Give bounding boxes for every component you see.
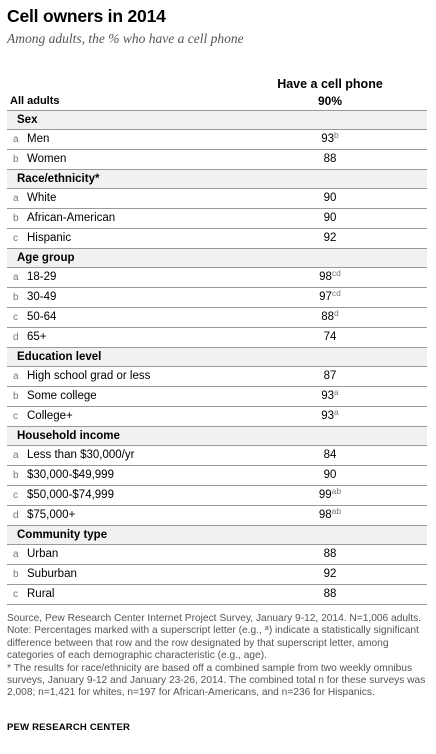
org-name: PEW RESEARCH CENTER [7, 722, 131, 733]
source-note: Source, Pew Research Center Internet Project Survey, January 9-12, 2014. N=1,006 adults. [7, 613, 422, 624]
row-value [265, 130, 395, 145]
row-value [265, 288, 395, 303]
section-title: Sex [17, 114, 38, 126]
row-letter: c [13, 589, 18, 600]
table-row [7, 287, 427, 307]
row-value-superscript: d [334, 308, 339, 318]
row-value-number: 98 [319, 271, 332, 283]
row-letter: b [13, 213, 19, 224]
section-title: Race/ethnicity* [17, 173, 100, 185]
row-value-number: 93 [321, 133, 335, 145]
row-letter: d [13, 510, 19, 521]
table-bottom-rule [7, 604, 427, 605]
row-value-superscript: a [334, 387, 339, 397]
significance-note [7, 625, 431, 662]
asterisk-note: * The results for race/ethnicity are based off a combined sample from two weekly omnibus surveys, January 9-12 and January 23-26, 2014. The combined total n for these surveys was 2,008; n=1,421 for whites, n=197 for African-Americans, and n=236 for Hispanics. [7, 662, 426, 699]
row-label: 18-29 [27, 271, 57, 283]
row-value [265, 486, 395, 501]
all-adults-value: 90% [317, 94, 343, 108]
row-value-number: 84 [323, 449, 337, 461]
row-value-number: 93 [321, 390, 335, 402]
row-value [265, 212, 395, 224]
section-header [7, 426, 427, 445]
row-value-number: 90 [323, 192, 337, 204]
page-subtitle: Among adults, the % who have a cell phone [7, 31, 244, 46]
section-title: Community type [17, 529, 108, 541]
row-value-superscript: b [334, 130, 339, 140]
row-value-superscript: cd [331, 268, 341, 278]
row-value [265, 548, 395, 560]
row-label: $75,000+ [27, 509, 76, 521]
column-header: Have a cell phone [277, 77, 383, 91]
row-value [265, 308, 395, 323]
row-letter: b [13, 391, 19, 402]
row-value [265, 232, 395, 244]
row-value [265, 387, 395, 402]
row-value [265, 192, 395, 204]
row-value-number: 90 [323, 469, 337, 481]
section-header [7, 347, 427, 366]
row-label: High school grad or less [27, 370, 151, 382]
row-label: Rural [27, 588, 55, 600]
row-letter: a [13, 134, 19, 145]
row-value-number: 88 [323, 153, 337, 165]
row-value [265, 588, 395, 600]
all-adults-label: All adults [10, 95, 60, 107]
row-value-number: 87 [323, 370, 337, 382]
row-letter: a [13, 371, 19, 382]
row-value-number: 88 [321, 311, 335, 323]
table-row [7, 129, 427, 149]
row-value-number: 92 [323, 232, 337, 244]
row-value-number: 97 [319, 291, 332, 303]
table-row [7, 267, 427, 287]
row-label: Some college [27, 390, 97, 402]
row-value-number: 93 [321, 410, 335, 422]
row-value-superscript: cd [331, 288, 341, 298]
row-value-number: 90 [323, 212, 337, 224]
row-letter: a [13, 193, 19, 204]
row-value [265, 568, 395, 580]
row-label: 30-49 [27, 291, 57, 303]
row-value-number: 92 [323, 568, 337, 580]
row-letter: c [13, 233, 18, 244]
row-letter: c [13, 490, 18, 501]
row-value [265, 506, 395, 521]
section-header [7, 248, 427, 267]
table-row [7, 445, 427, 465]
table-row [7, 564, 427, 584]
table-row [7, 366, 427, 386]
row-letter: a [13, 549, 19, 560]
table-row [7, 584, 427, 604]
row-label: 65+ [27, 331, 47, 343]
row-letter: a [13, 450, 19, 461]
section-title: Education level [17, 351, 102, 363]
row-value [265, 268, 395, 283]
row-value [265, 449, 395, 461]
section-header [7, 169, 427, 188]
row-value-superscript: a [334, 407, 339, 417]
table-row [7, 544, 427, 564]
row-label: $50,000-$74,999 [27, 489, 114, 501]
significance-note-end: ) indicate a statistically significant difference between that row and the row designated by that superscript letter, among categories of each demographic characteristic (e.g., age). [7, 625, 419, 662]
section-header [7, 525, 427, 544]
row-value-number: 88 [323, 588, 337, 600]
section-header [7, 110, 427, 129]
row-label: College+ [27, 410, 73, 422]
table-row [7, 188, 427, 208]
table-row [7, 465, 427, 485]
row-label: White [27, 192, 57, 204]
page-title: Cell owners in 2014 [7, 6, 166, 26]
notes [7, 613, 431, 700]
row-label: Less than $30,000/yr [27, 449, 135, 461]
table-row [7, 505, 427, 525]
row-value [265, 469, 395, 481]
table-row [7, 208, 427, 228]
row-value [265, 331, 395, 343]
row-letter: a [13, 272, 19, 283]
row-value [265, 407, 395, 422]
row-value [265, 153, 395, 165]
row-label: 50-64 [27, 311, 57, 323]
section-title: Age group [17, 252, 75, 264]
table-row [7, 228, 427, 248]
row-value-number: 98 [318, 509, 332, 521]
row-letter: c [13, 411, 18, 422]
row-value-number: 74 [323, 331, 337, 343]
row-letter: d [13, 332, 19, 343]
row-label: Women [27, 153, 67, 165]
row-letter: b [13, 569, 19, 580]
row-value-number: 99 [318, 489, 332, 501]
table-row [7, 327, 427, 347]
table-row [7, 307, 427, 327]
row-label: $30,000-$49,999 [27, 469, 114, 481]
row-value-superscript: ab [331, 506, 342, 516]
row-letter: b [13, 292, 19, 303]
data-table [7, 110, 427, 605]
row-value [265, 370, 395, 382]
section-title: Household income [17, 430, 120, 442]
table-row [7, 406, 427, 426]
row-value-number: 88 [323, 548, 337, 560]
table-row [7, 386, 427, 406]
table-row [7, 149, 427, 169]
row-letter: b [13, 470, 19, 481]
row-label: Urban [27, 548, 59, 560]
row-label: Men [27, 133, 50, 145]
row-label: Hispanic [27, 232, 72, 244]
significance-note-sup: a [264, 623, 269, 633]
row-value-superscript: ab [331, 486, 342, 496]
significance-note-start: Note: Percentages marked with a superscript letter (e.g., [7, 625, 265, 637]
table-row [7, 485, 427, 505]
row-letter: c [13, 312, 18, 323]
row-label: African-American [27, 212, 116, 224]
row-label: Suburban [27, 568, 77, 580]
row-letter: b [13, 154, 19, 165]
